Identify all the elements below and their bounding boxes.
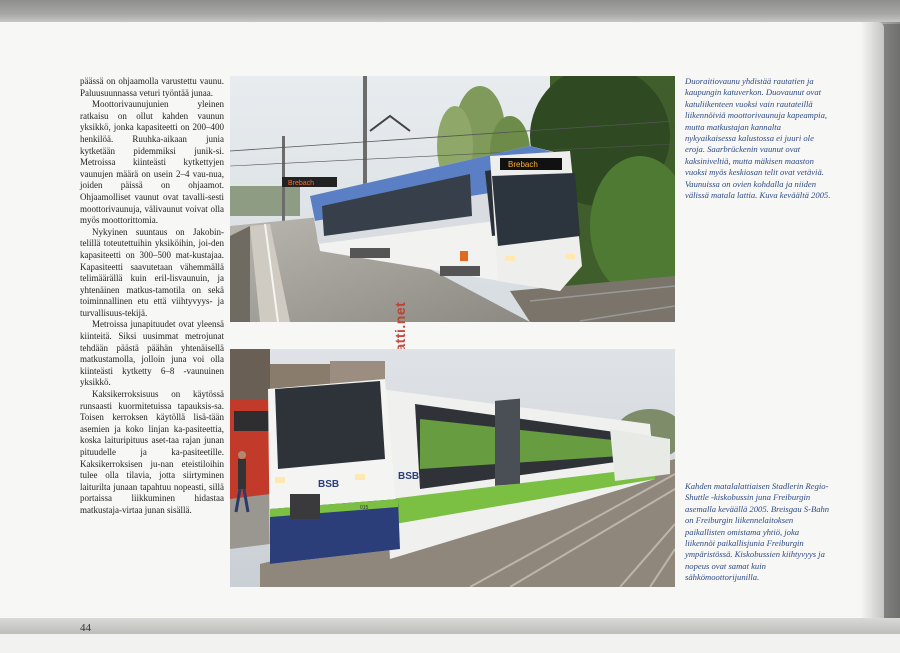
gutter-shadow: [860, 22, 900, 653]
railbus-illustration: [230, 349, 675, 587]
paragraph: Metroissa junapituudet ovat yleensä kiinteitä. Siksi uusimmat metrojunat tehdään päästä päähän yhtenäisellä matkustamolla, jolloin juna voi olla kiinteästi kytketty 6–8 -vaunuinen yksikkö.: [80, 319, 224, 388]
photo-duo-tram: [230, 76, 675, 322]
destination-display: Brebach: [508, 160, 538, 169]
paragraph: Nykyinen suuntaus on Jakobin-telillä toteutettuihin yksiköihin, joi-den kapasiteetti on 300–500 mat-kustajaa. Kapasiteetti saavutetaan vähemmällä telimäärällä kuin eril-lisvaunuin, ja yhtenäinen matkus-tamotila on sekä toiminnallinen etu että viihtyvyys- ja turvallisuus-tekijä.: [80, 226, 224, 318]
page-top-edge: [0, 0, 900, 24]
paragraph: Moottorivaunujunien yleinen ratkaisu on ollut kahden vaunun yksikkö, jonka kapasiteetti on 200–400 henkilöä. Ruuhka-aikaan junia kytketään pidemmiksi junik-si. Metroissa kiinteästi kytkettyjen vaunujen määrä on usein 2–4 vau-nua, joiden päissä on ohjaamot. Ohjaamolliset vaunut ovat tavalli-sesti moottorivaunuja, välivaunut voivat olla myös moottorittomia.: [80, 99, 224, 226]
unit-number: 015: [360, 505, 369, 511]
page-bottom-band: [0, 618, 900, 634]
page-number: 44: [80, 622, 91, 634]
tram-illustration: [230, 76, 675, 322]
paragraph: Kaksikerroksisuus on käytössä runsaasti kuormitetuissa tapauksis-sa. Toisen kerroksen käytöllä lisä-tään asemien ja koko linjan ka-pasiteettia, koska laituripituus aset-taa rajan junan pituudelle ja ka-pasiteetille. Kaksikerroksisen ju-nan eteistiloihin tulee olla tilavia, jotta siirtyminen laiturilta junaan tapahtuu nopeasti, sillä portaissa liikkuminen hidastaa matkustaja-virtaa junan sisällä.: [80, 389, 224, 515]
bsb-logo-side: BSB: [398, 471, 420, 482]
paragraph: päässä on ohjaamolla varustettu vaunu. Paluusuunnassa veturi työntää junaa.: [80, 76, 224, 98]
photo-regio-shuttle: [230, 349, 675, 587]
body-text-column: [80, 76, 224, 517]
caption-bottom: Kahden matalalattiaisen Stadlerin Regio-Shuttle -kiskobussin juna Freiburgin asemalla keväällä 2005. Breisgau S-Bahn on Freiburgin liikennelaitoksen paikallisten omistama yhtiö, joka liikennöi paikallisjunia Freiburgin ympäristössä. Kiskobussien kiihtyvyys ja nopeus ovat samat kuin sähkömoottorijunilla.: [685, 481, 830, 583]
bsb-logo-front: BSB: [318, 479, 340, 490]
caption-top: Duoraitiovaunu yhdistää rautatien ja kaupungin katuverkon. Duovaunut ovat katuliikenteen vuoksi vain rautateillä liikennöiviä moottorivaunuja kapeampia, mutta matkustajan kannalta nykyaikaisessa kalustossa ei juuri ole eroja. Saarbrückenin vaunut ovat kaksiniveltiä, mutta mäkisen maaston vuoksi myös keskiosan telit ovat vetäviä. Vaunuissa on ovien kohdalla ja niiden välissä matala lattia. Kuva keväältä 2005.: [685, 76, 831, 201]
page-bottom-edge: [0, 634, 900, 653]
platform-sign-text: Brebach: [288, 180, 315, 187]
